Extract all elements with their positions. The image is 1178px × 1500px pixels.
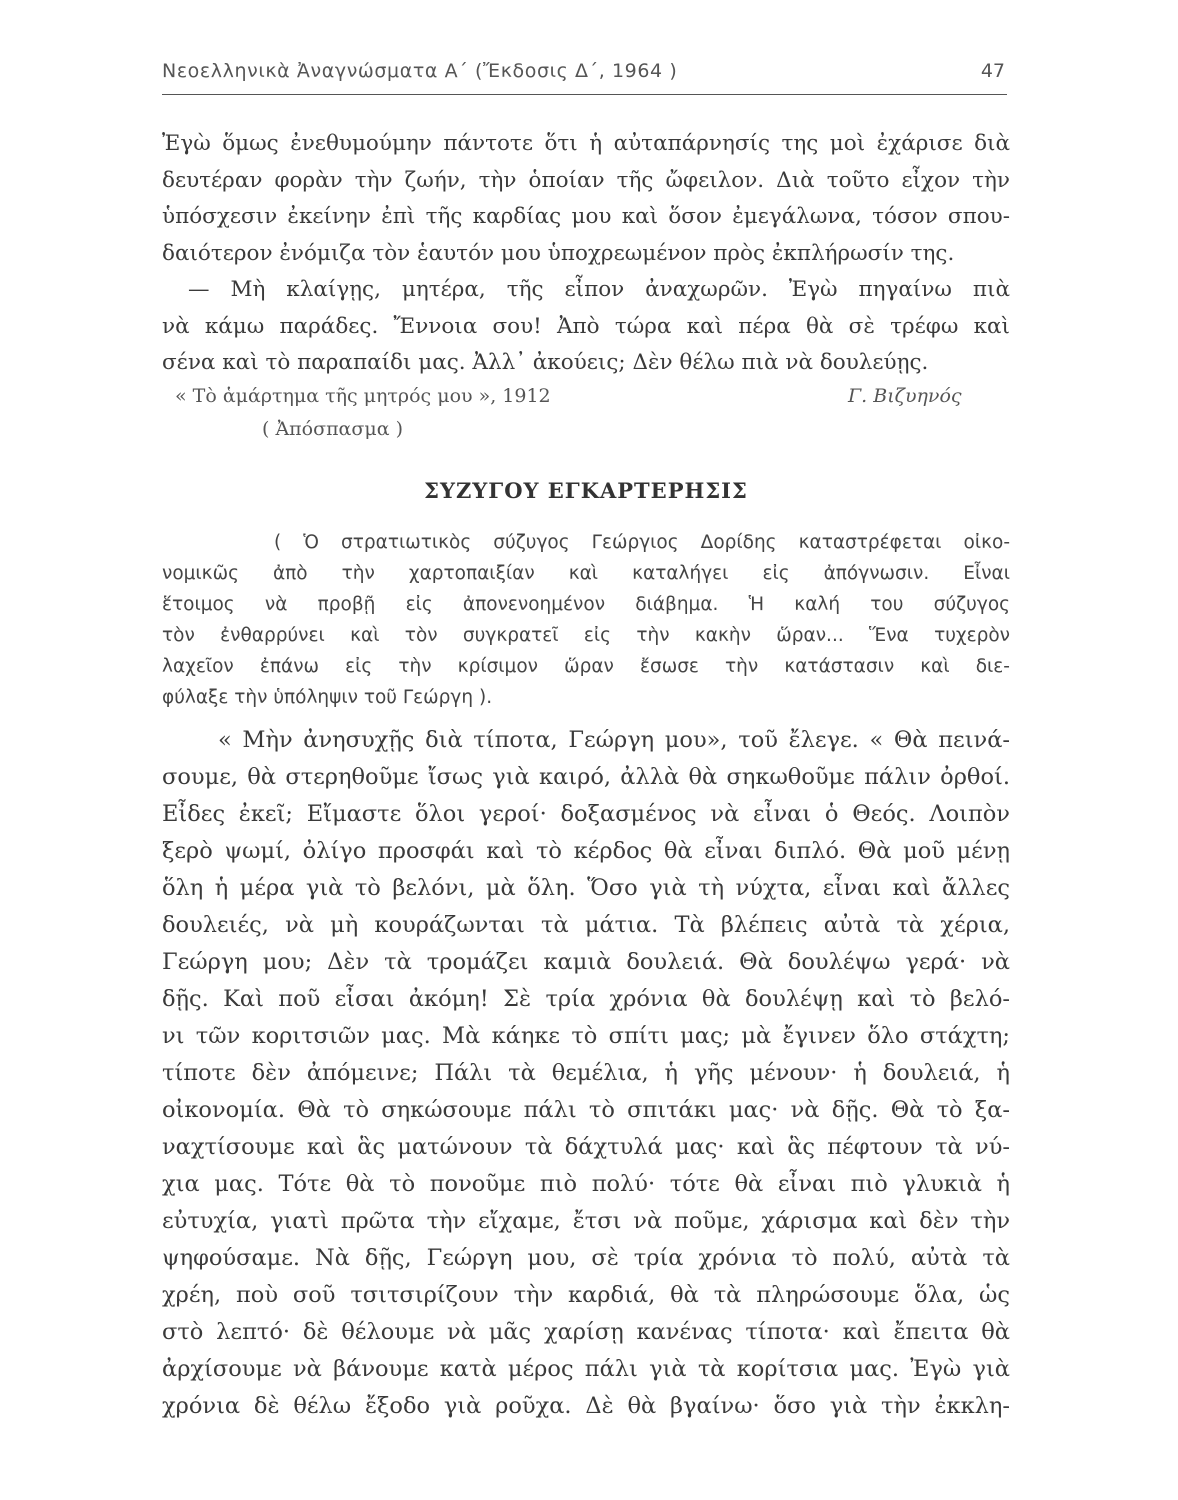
body-line: νι τῶν κοριτσιῶν μας. Μὰ κάηκε τὸ σπίτι μας; μὰ ἔγινεν ὅλο στάχτη;	[162, 1023, 1010, 1049]
header-rule	[162, 94, 1007, 95]
excerpt-end-paragraph	[162, 126, 1010, 382]
text-line: νὰ κάμω παράδες. Ἔννοια σου! Ἀπὸ τώρα καὶ πέρα θὰ σὲ τρέφω καὶ	[162, 313, 1010, 339]
header-title: Νεοελληνικὰ Ἀναγνώσματα Α΄ (Ἔκδοσις Δ΄, 1964 )	[162, 60, 678, 82]
body-line: Γεώργη μου; Δὲν τὰ τρομάζει καμιὰ δουλειά. Θὰ δουλέψω γερά· νὰ	[162, 949, 1010, 975]
excerpt-label: ( Ἀπόσπασμα )	[262, 418, 403, 440]
body-line: τίποτε δὲν ἀπόμεινε; Πάλι τὰ θεμέλια, ἡ γῆς μένουν· ἡ δουλειά, ἡ	[162, 1060, 1010, 1086]
text-line: — Μὴ κλαίγῃς, μητέρα, τῆς εἶπον ἀναχωρῶν. Ἐγὼ πηγαίνω πιὰ	[188, 277, 1010, 302]
summary-line: φύλαξε τὴν ὑπόληψιν τοῦ Γεώργη ).	[162, 687, 493, 708]
body-line: ὅλη ἡ μέρα γιὰ τὸ βελόνι, μὰ ὅλη. Ὅσο γιὰ τὴ νύχτα, εἶναι καὶ ἄλλες	[162, 875, 1010, 901]
body-line: στὸ λεπτό· δὲ θέλουμε νὰ μᾶς χαρίσῃ κανένας τίποτα· καὶ ἔπειτα θὰ	[162, 1319, 1010, 1345]
text-line: Ἐγὼ ὅμως ἐνεθυμούμην πάντοτε ὅτι ἡ αὐταπάρνησίς της μοὶ ἐχάρισε διὰ	[162, 131, 1010, 156]
section-title: ΣΥΖΥΓΟΥ ΕΓΚΑΡΤΕΡΗΣΙΣ	[424, 478, 748, 503]
summary-line: ἕτοιμος νὰ προβῇ εἰς ἀπονενοημένον διάβημα. Ἡ καλή του σύζυγος	[162, 594, 1010, 615]
running-header	[162, 60, 1007, 94]
summary-line: τὸν ἐνθαρρύνει καὶ τὸν συγκρατεῖ εἰς τὴν κακὴν ὥραν... Ἕνα τυχερὸν	[162, 625, 1010, 646]
text-line: σένα καὶ τὸ παραπαίδι μας. Ἀλλ᾽ ἀκούεις; Δὲν θέλω πιὰ νὰ δουλεύῃς.	[162, 350, 929, 375]
body-line: εὐτυχία, γιατὶ πρῶτα τὴν εἴχαμε, ἔτσι νὰ ποῦμε, χάρισμα καὶ δὲν τὴν	[162, 1208, 1010, 1234]
page-number: 47	[980, 60, 1005, 82]
section-body	[162, 722, 1010, 1425]
body-line: ἀρχίσουμε νὰ βάνουμε κατὰ μέρος πάλι γιὰ τὰ κορίτσια μας. Ἐγὼ γιὰ	[162, 1356, 1010, 1382]
body-line: χια μας. Τότε θὰ τὸ πονοῦμε πιὸ πολύ· τότε θὰ εἶναι πιὸ γλυκιὰ ἡ	[162, 1171, 1010, 1197]
body-line: δουλειές, νὰ μὴ κουράζωνται τὰ μάτια. Τὰ βλέπεις αὐτὰ τὰ χέρια,	[162, 912, 1010, 938]
body-line: χρόνια δὲ θέλω ἔξοδο γιὰ ροῦχα. Δὲ θὰ βγαίνω· ὅσο γιὰ τὴν ἐκκλη-	[162, 1393, 1010, 1419]
body-line: δῇς. Καὶ ποῦ εἶσαι ἀκόμη! Σὲ τρία χρόνια θὰ δουλέψῃ καὶ τὸ βελό-	[162, 986, 1010, 1012]
source-citation: « Τὸ ἁμάρτημα τῆς μητρός μου », 1912	[175, 385, 551, 407]
body-line: Εἶδες ἐκεῖ; Εἴμαστε ὅλοι γεροί· δοξασμένος νὰ εἶναι ὁ Θεός. Λοιπὸν	[162, 801, 1010, 827]
body-line: ναχτίσουμε καὶ ἃς ματώνουν τὰ δάχτυλά μας· καὶ ἃς πέφτουν τὰ νύ-	[162, 1134, 1010, 1160]
text-line: δαιότερον ἐνόμιζα τὸν ἑαυτόν μου ὑποχρεωμένον πρὸς ἐκπλήρωσίν της.	[162, 240, 955, 266]
body-line: οἰκονομία. Θὰ τὸ σηκώσουμε πάλι τὸ σπιτάκι μας· νὰ δῇς. Θὰ τὸ ξα-	[162, 1097, 1010, 1123]
text-line: ὑπόσχεσιν ἐκείνην ἐπὶ τῆς καρδίας μου καὶ ὅσον ἐμεγάλωνα, τόσον σπου-	[162, 204, 1010, 229]
body-line: σουμε, θὰ στερηθοῦμε ἴσως γιὰ καιρό, ἀλλὰ θὰ σηκωθοῦμε πάλιν ὀρθοί.	[162, 764, 1010, 790]
author-name: Γ. Βιζυηνός	[848, 385, 962, 407]
body-line: « Μὴν ἀνησυχῇς διὰ τίποτα, Γεώργη μου», τοῦ ἔλεγε. « Θὰ πεινά-	[218, 727, 1010, 753]
body-line: χρέη, ποὺ σοῦ τσιτσιρίζουν τὴν καρδιά, θὰ τὰ πληρώσουμε ὅλα, ὡς	[162, 1282, 1010, 1308]
summary-line: νομικῶς ἀπὸ τὴν χαρτοπαιξίαν καὶ καταλήγει εἰς ἀπόγνωσιν. Εἶναι	[162, 563, 1010, 584]
body-line: ξερὸ ψωμί, ὀλίγο προσφάι καὶ τὸ κέρδος θὰ εἶναι διπλό. Θὰ μοῦ μένῃ	[162, 838, 1010, 864]
section-summary	[162, 527, 1010, 713]
summary-line: λαχεῖον ἐπάνω εἰς τὴν κρίσιμον ὥραν ἔσωσε τὴν κατάστασιν καὶ διε-	[162, 656, 1010, 677]
body-line: ψηφούσαμε. Νὰ δῇς, Γεώργη μου, σὲ τρία χρόνια τὸ πολύ, αὐτὰ τὰ	[162, 1245, 1010, 1271]
summary-line: ( Ὁ στρατιωτικὸς σύζυγος Γεώργιος Δορίδης καταστρέφεται οἰκο-	[274, 532, 1010, 553]
text-line: δευτέραν φορὰν τὴν ζωήν, τὴν ὁποίαν τῆς ὤφειλον. Διὰ τοῦτο εἶχον τὴν	[162, 167, 1010, 193]
